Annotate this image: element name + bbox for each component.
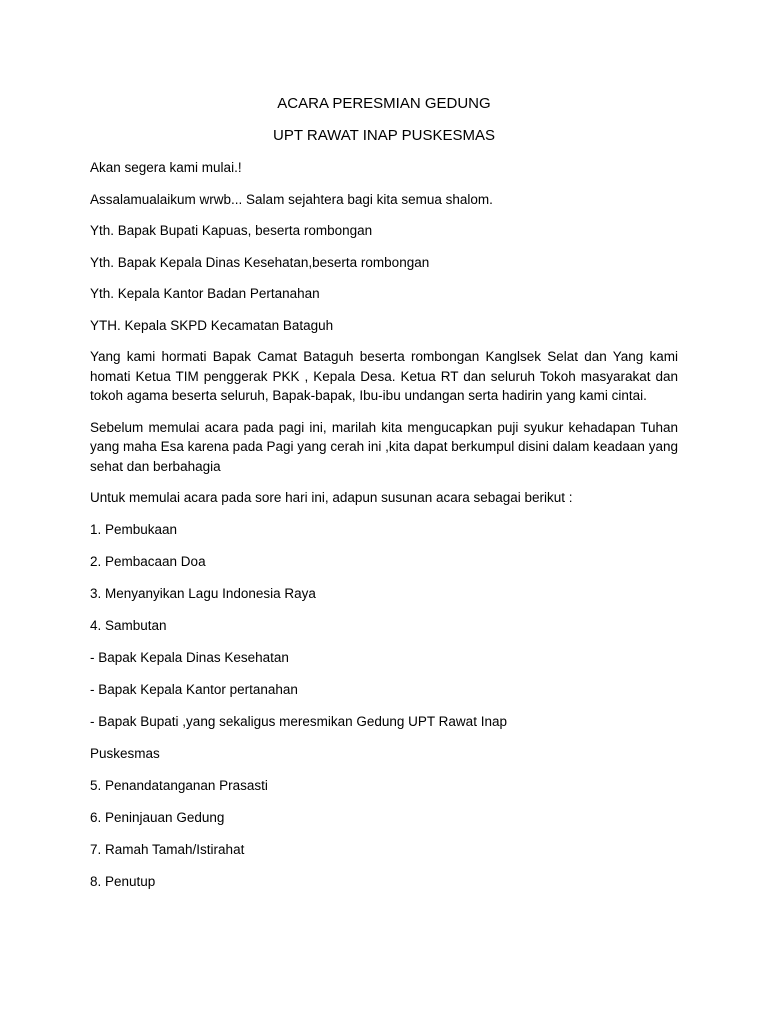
respect-paragraph: Yang kami hormati Bapak Camat Bataguh beserta rombongan Kanglsek Selat dan Yang kami homati Ketua TIM penggerak PKK , Kepala Desa. Ketua RT dan seluruh Tokoh masyarakat dan tokoh agama beserta seluruh, Bapak-bapak, Ibu-ibu undangan serta hadirin yang kami cintai. — [90, 349, 678, 403]
greeting-text: Assalamualaikum wrwb... Salam sejahtera bagi kita semua shalom. — [90, 191, 493, 207]
agenda-line: 5. Penandatanganan Prasasti — [90, 777, 268, 793]
agenda-subline: - Bapak Bupati ,yang sekaligus meresmikan Gedung UPT Rawat Inap — [90, 713, 507, 729]
agenda-line: 3. Menyanyikan Lagu Indonesia Raya — [90, 585, 316, 601]
document-body — [90, 94, 678, 904]
agenda-line: 6. Peninjauan Gedung — [90, 809, 225, 825]
agenda-subline: Puskesmas — [90, 745, 160, 761]
gratitude-paragraph: Sebelum memulai acara pada pagi ini, marilah kita mengucapkan puji syukur kehadapan Tuhan yang maha Esa karena pada Pagi yang cerah ini ,kita dapat berkumpul disini dalam keadaan yang sehat dan berbahagia — [90, 419, 678, 474]
opening-text: Akan segera kami mulai.! — [90, 160, 242, 175]
agenda-subline: - Bapak Kepala Dinas Kesehatan — [90, 649, 289, 665]
addressee-line: Yth. Kepala Kantor Badan Pertanahan — [90, 286, 320, 301]
addressee-line: Yth. Bapak Bupati Kapuas, beserta rombongan — [90, 223, 373, 238]
agenda-line: 2. Pembacaan Doa — [90, 553, 206, 569]
agenda-line: 7. Ramah Tamah/Istirahat — [90, 841, 245, 857]
agenda-line: 1. Pembukaan — [90, 521, 178, 537]
document-title-line1: ACARA PERESMIAN GEDUNG — [277, 95, 491, 112]
agenda-intro: Untuk memulai acara pada sore hari ini, adapun susunan acara sebagai berikut : — [90, 490, 573, 505]
agenda-line: 4. Sambutan — [90, 617, 167, 633]
document-title-line2: UPT RAWAT INAP PUSKESMAS — [273, 127, 495, 144]
agenda-subline: - Bapak Kepala Kantor pertanahan — [90, 681, 298, 697]
agenda-line: 8. Penutup — [90, 873, 156, 889]
addressee-line: Yth. Bapak Kepala Dinas Kesehatan,beserta rombongan — [90, 254, 430, 270]
addressee-line: YTH. Kepala SKPD Kecamatan Bataguh — [90, 317, 334, 333]
